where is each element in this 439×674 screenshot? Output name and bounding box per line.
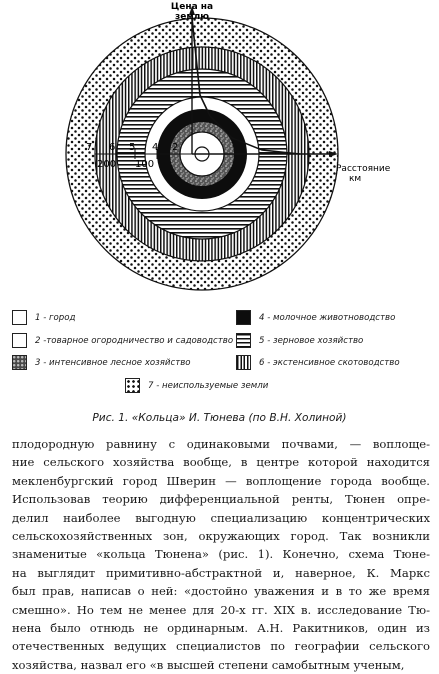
- legend-label-3: 3 - интенсивное лесное хозяйство: [35, 357, 191, 368]
- legend-label-5: 5 - зерновое хозяйство: [259, 335, 364, 346]
- legend-item-4: [236, 310, 395, 325]
- legend-item-3: [12, 355, 191, 370]
- distance-label-200: 200: [97, 159, 117, 170]
- legend-swatch-forestry: [12, 355, 27, 370]
- text-line-4: Использовав теорию дифференциальной ренты, Тюнен опре-: [12, 492, 430, 507]
- thunen-rings-diagram: [0, 0, 439, 300]
- legend-item-1: [12, 310, 75, 325]
- ring-number-6: 6: [109, 142, 116, 153]
- text-line-2: ние сельского хозяйства вообще, в центре которой находится: [12, 455, 430, 470]
- text-line-12: отечественных ведущих специалистов по географии сельского: [12, 639, 430, 654]
- distance-label-100: 100: [135, 159, 155, 170]
- figure-caption: Рис. 1. «Кольца» И. Тюнева (по В.Н. Холиной): [92, 412, 347, 424]
- y-axis-label-line1: Цена на: [170, 2, 214, 12]
- text-line-5: делил наиболее выгодную специализацию концентрических: [12, 510, 430, 525]
- x-axis-label-line1: Расстояние: [336, 164, 391, 174]
- text-line-9: был прав, написав о ней: «достойно уважения и в то же время: [12, 584, 430, 599]
- legend-item-6: [236, 355, 400, 370]
- legend-label-6: 6 - экстенсивное скотоводство: [259, 357, 400, 368]
- text-line-11: нена было отнюдь не ординарным. А.Н. Ракитников, один из: [12, 620, 430, 635]
- legend-item-7: [125, 378, 268, 393]
- legend-swatch-grain: [236, 333, 251, 348]
- text-line-10: смешно». Но тем не менее для 20-х гг. XIX в. исследование Тю-: [12, 602, 430, 617]
- legend-swatch-city: [12, 310, 27, 325]
- legend-swatch-livestock: [236, 355, 251, 370]
- text-line-1: плодородную равнину с одинаковыми почвами, — воплоще-: [12, 437, 430, 451]
- text-line-8: на выглядит примитивно-абстрактной и, наверное, К. Маркс: [12, 565, 430, 580]
- x-axis-label-line2: км: [349, 174, 362, 184]
- text-line-6: сельскохозяйственных зон, окружающих город. Так возникли: [12, 528, 430, 543]
- legend-swatch-gardening: [12, 333, 27, 348]
- text-line-3: мекленбургский город Шверин — воплощение города вообще.: [12, 473, 430, 488]
- legend-label-7: 7 - неиспользуемые земли: [148, 380, 269, 391]
- ring-number-5: 5: [129, 142, 136, 153]
- legend-swatch-unused: [125, 378, 140, 393]
- legend: [0, 305, 439, 405]
- text-line-7: знаменитые «кольца Тюнена» (рис. 1). Конечно, схема Тюне-: [12, 547, 430, 562]
- y-axis-label-line2: землю: [174, 12, 210, 22]
- legend-label-1: 1 - город: [35, 312, 76, 323]
- text-line-13: хозяйства, назвал его «в высшей степени самобытным ученым,: [12, 657, 405, 672]
- legend-label-2: 2 -товарное огородничество и садоводство: [35, 335, 234, 346]
- legend-swatch-dairy: [236, 310, 251, 325]
- body-text: [12, 435, 430, 674]
- ring-number-7: 7: [86, 142, 93, 153]
- legend-label-4: 4 - молочное животноводство: [259, 312, 396, 323]
- ring-number-2: 2: [172, 142, 179, 153]
- ring-number-4: 4: [152, 142, 159, 153]
- legend-item-2: [12, 333, 233, 348]
- legend-item-5: [236, 333, 363, 348]
